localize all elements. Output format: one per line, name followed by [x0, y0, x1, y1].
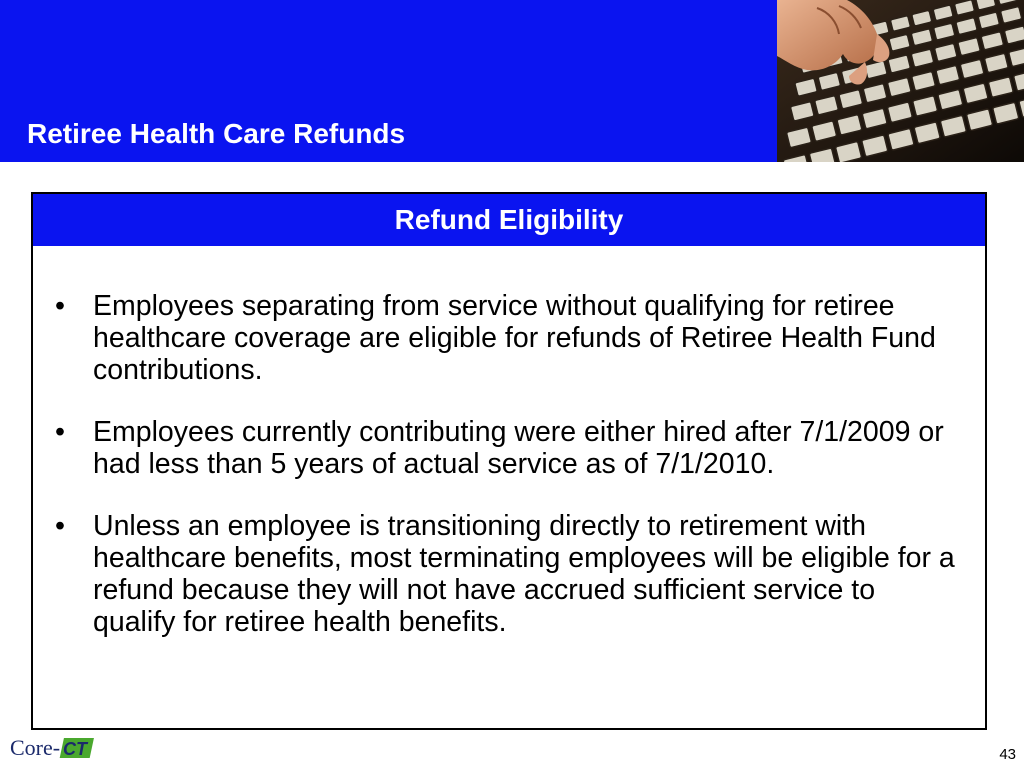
page-number: 43 — [999, 746, 1016, 763]
bullet-icon: • — [55, 416, 65, 448]
bullet-list — [53, 290, 961, 668]
list-item — [53, 290, 961, 386]
list-item — [53, 510, 961, 638]
bullet-text: Employees currently contributing were either hired after 7/1/2009 or had less than 5 years of actual service as of 7/1/2010. — [93, 416, 944, 480]
list-item — [53, 416, 961, 480]
core-ct-logo — [9, 733, 129, 765]
logo-core-text: Core- — [10, 735, 61, 760]
panel-heading-text: Refund Eligibility — [394, 204, 624, 235]
bullet-icon: • — [55, 510, 65, 542]
bullet-icon: • — [55, 290, 65, 322]
core-ct-logo-icon — [9, 733, 129, 765]
keyboard-photo — [777, 0, 1024, 162]
panel-heading — [31, 192, 987, 248]
bullet-text: Unless an employee is transitioning directly to retirement with healthcare benefits, most terminating employees will be eligible for a refund because they will not have accrued sufficient service to qualify for retiree health benefits. — [93, 510, 955, 638]
logo-ct-text: CT — [63, 739, 87, 759]
panel-body — [31, 246, 987, 730]
bullet-text: Employees separating from service without qualifying for retiree healthcare coverage are eligible for refunds of Retiree Health Fund contributions. — [93, 290, 936, 386]
keyboard-hands-icon — [777, 0, 1024, 162]
slide-title: Retiree Health Care Refunds — [27, 118, 406, 149]
